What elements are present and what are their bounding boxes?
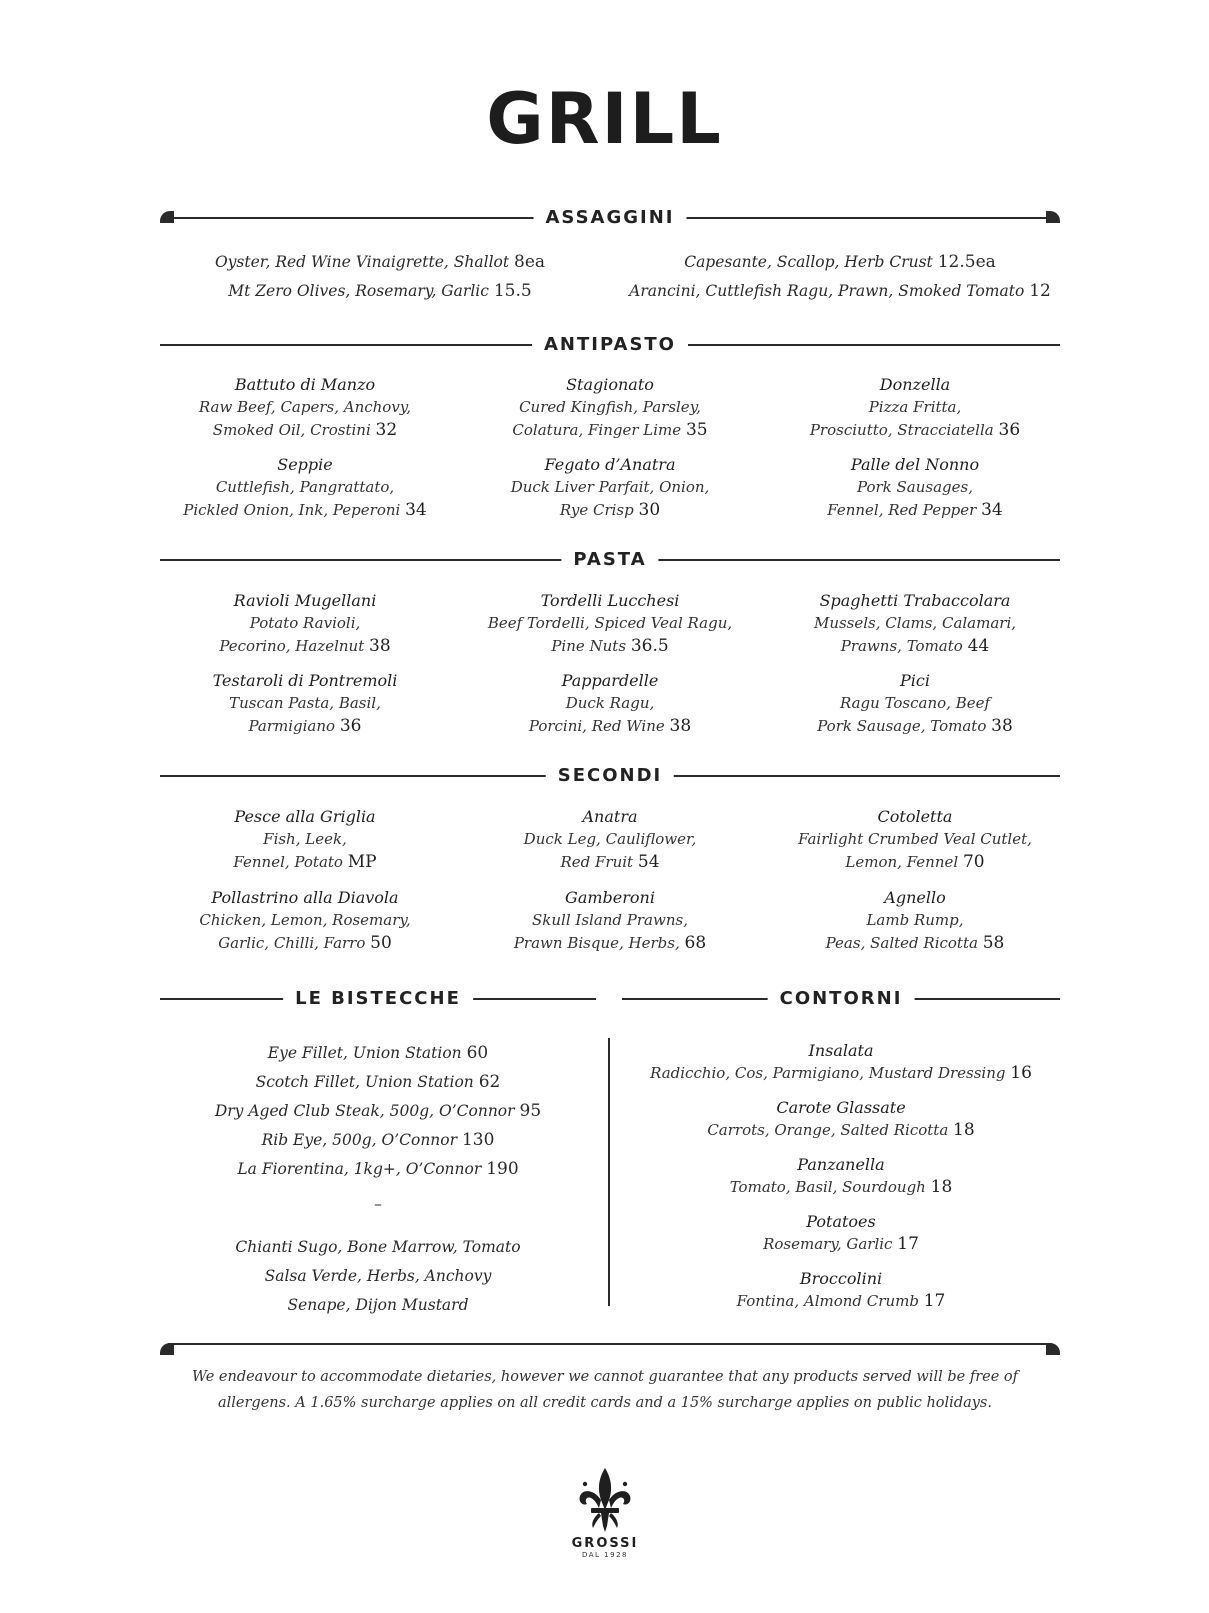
assaggini-item: Arancini, Cuttlefish Ragu, Prawn, Smoked Tomato 12 — [629, 281, 1051, 301]
menu-item: Potatoes Rosemary, Garlic 17 — [763, 1212, 919, 1254]
menu-item: Broccolini Fontina, Almond Crumb 17 — [736, 1269, 946, 1311]
menu-item: Spaghetti Trabaccolara Mussels, Clams, Calamari, Prawns, Tomato 44 — [813, 591, 1017, 656]
menu-item: Panzanella Tomato, Basil, Sourdough 18 — [729, 1155, 953, 1197]
menu-item: Agnello Lamb Rump, Peas, Salted Ricotta 58 — [825, 888, 1005, 953]
assaggini-item: Oyster, Red Wine Vinaigrette, Shallot 8ea — [214, 252, 546, 272]
list-item: Rib Eye, 500g, O’Connor 130 — [261, 1130, 495, 1150]
section-header-pasta — [160, 548, 1060, 572]
section-header-assaggini — [160, 206, 1060, 230]
bracket-right-ornament — [1046, 1343, 1060, 1355]
menu-item: Pollastrino alla Diavola Chicken, Lemon, Rosemary, Garlic, Chilli, Farro 50 — [199, 888, 411, 953]
menu-item: Battuto di Manzo Raw Beef, Capers, Anchovy, Smoked Oil, Crostini 32 — [198, 375, 412, 440]
menu-item: Pesce alla Griglia Fish, Leek, Fennel, Potato MP — [233, 807, 377, 872]
menu-item: Palle del Nonno Pork Sausages, Fennel, Red Pepper 34 — [827, 455, 1003, 520]
list-item: Scotch Fillet, Union Station 62 — [255, 1072, 501, 1092]
menu-item: Carote Glassate Carrots, Orange, Salted Ricotta 18 — [707, 1098, 975, 1140]
menu-item: Insalata Radicchio, Cos, Parmigiano, Mustard Dressing 16 — [650, 1041, 1032, 1083]
sauce-item: Senape, Dijon Mustard — [287, 1296, 469, 1314]
menu-item: Stagionato Cured Kingfish, Parsley, Colatura, Finger Lime 35 — [512, 375, 708, 440]
fleur-de-lis-icon — [577, 1466, 633, 1536]
menu-item: Donzella Pizza Fritta, Prosciutto, Stracciatella 36 — [809, 375, 1021, 440]
menu-item: Anatra Duck Leg, Cauliflower, Red Fruit 54 — [523, 807, 697, 872]
page-title: GRILL — [486, 78, 723, 160]
menu-item: Seppie Cuttlefish, Pangrattato, Pickled Onion, Ink, Peperoni 34 — [183, 455, 427, 520]
brand-name: GROSSI — [571, 1536, 639, 1551]
footer-note: We endeavour to accommodate dietaries, however we cannot guarantee that any products served will be free of allergens. A 1.65% surcharge applies on all credit cards and a 15% surcharge applies on public holidays. — [191, 1369, 1019, 1411]
brand-logo — [560, 1466, 650, 1559]
list-item: Dry Aged Club Steak, 500g, O’Connor 95 — [214, 1101, 542, 1121]
menu-item: Ravioli Mugellani Potato Ravioli, Pecorino, Hazelnut 38 — [219, 591, 391, 656]
section-header-contorni — [622, 987, 1060, 1011]
column-divider — [608, 1038, 610, 1306]
sauce-item: Chianti Sugo, Bone Marrow, Tomato — [235, 1238, 521, 1256]
menu-item: Tordelli Lucchesi Beef Tordelli, Spiced Veal Ragu, Pine Nuts 36.5 — [487, 591, 733, 656]
list-item: La Fiorentina, 1kg+, O’Connor 190 — [237, 1159, 519, 1179]
menu-item: Pappardelle Duck Ragu, Porcini, Red Wine 38 — [528, 671, 692, 736]
section-title: LE BISTECCHE — [283, 987, 473, 1011]
section-header-antipasto — [160, 333, 1060, 357]
section-header-secondi — [160, 764, 1060, 788]
assaggini-item: Capesante, Scallop, Herb Crust 12.5ea — [684, 252, 996, 272]
bracket-right-ornament — [1046, 211, 1060, 223]
section-title: ANTIPASTO — [532, 333, 688, 357]
section-title: ASSAGGINI — [534, 206, 687, 230]
assaggini-item: Mt Zero Olives, Rosemary, Garlic 15.5 — [228, 281, 532, 301]
section-title: CONTORNI — [768, 987, 915, 1011]
menu-item: Testaroli di Pontremoli Tuscan Pasta, Basil, Parmigiano 36 — [212, 671, 398, 736]
brand-since: DAL 1928 — [582, 1551, 628, 1559]
menu-item: Pici Ragu Toscano, Beef Pork Sausage, Tomato 38 — [817, 671, 1013, 736]
sauce-item: Salsa Verde, Herbs, Anchovy — [264, 1267, 492, 1285]
section-title: PASTA — [561, 548, 658, 572]
section-title: SECONDI — [546, 764, 674, 788]
section-header-bistecche — [160, 987, 596, 1011]
menu-item: Gamberoni Skull Island Prawns, Prawn Bisque, Herbs, 68 — [513, 888, 707, 953]
list-item: Eye Fillet, Union Station 60 — [267, 1043, 489, 1063]
menu-item: Fegato d’Anatra Duck Liver Parfait, Onion, Rye Crisp 30 — [510, 455, 710, 520]
separator: – — [374, 1195, 382, 1213]
menu-item: Cotoletta Fairlight Crumbed Veal Cutlet, Lemon, Fennel 70 — [798, 807, 1032, 872]
